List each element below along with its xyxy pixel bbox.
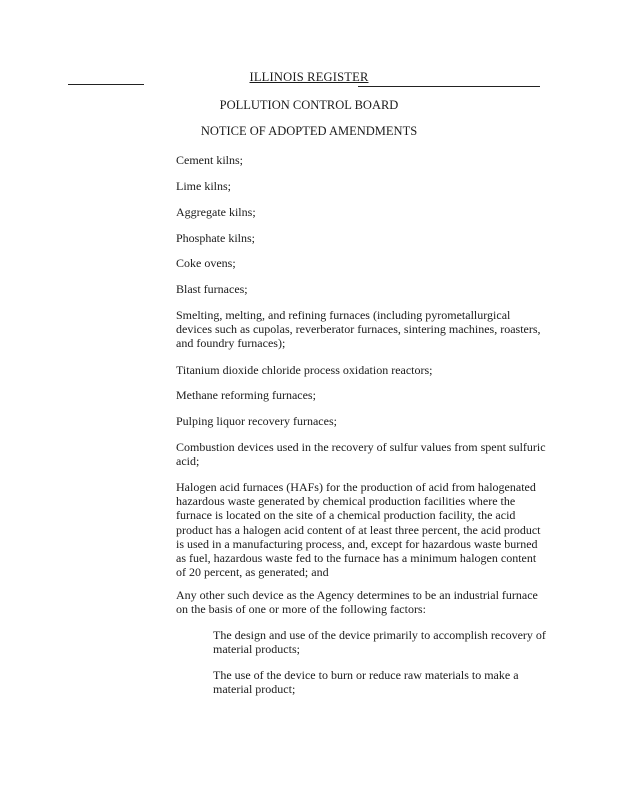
item-titanium-dioxide-reactors: Titanium dioxide chloride process oxidation reactors; — [176, 363, 433, 377]
item-aggregate-kilns: Aggregate kilns; — [176, 205, 256, 219]
item-lime-kilns: Lime kilns; — [176, 179, 231, 193]
factor-raw-materials: The use of the device to burn or reduce raw materials to make a material product; — [213, 668, 519, 697]
item-coke-ovens: Coke ovens; — [176, 256, 236, 270]
item-cement-kilns: Cement kilns; — [176, 153, 243, 167]
register-title: ILLINOIS REGISTER — [249, 70, 369, 84]
item-blast-furnaces: Blast furnaces; — [176, 282, 248, 296]
item-smelting-furnaces: Smelting, melting, and refining furnaces (including pyrometallurgical devices such as cupolas, reverberator furnaces, sintering machines, roasters, and foundry furnaces); — [176, 308, 541, 351]
item-methane-reforming-furnaces: Methane reforming furnaces; — [176, 388, 316, 402]
factor-design-and-use: The design and use of the device primarily to accomplish recovery of material products; — [213, 628, 546, 657]
item-phosphate-kilns: Phosphate kilns; — [176, 231, 256, 245]
item-pulping-liquor-furnaces: Pulping liquor recovery furnaces; — [176, 414, 337, 428]
item-sulfur-recovery-devices: Combustion devices used in the recovery of sulfur values from spent sulfuric acid; — [176, 440, 546, 469]
notice-title: NOTICE OF ADOPTED AMENDMENTS — [200, 124, 418, 138]
item-other-devices: Any other such device as the Agency determines to be an industrial furnace on the basis of one or more of the following factors: — [176, 588, 538, 617]
board-title: POLLUTION CONTROL BOARD — [219, 98, 399, 112]
header-rule-right — [358, 86, 540, 87]
item-halogen-acid-furnaces: Halogen acid furnaces (HAFs) for the production of acid from halogenated hazardous waste generated by chemical production facilities where the furnace is located on the site of a chemical production facility, the acid product has a halogen acid content of at least three percent, the acid product is used in a manufacturing process, and, except for hazardous waste burned as fuel, hazardous waste fed to the furnace has a minimum halogen content of 20 percent, as generated; and — [176, 480, 541, 580]
